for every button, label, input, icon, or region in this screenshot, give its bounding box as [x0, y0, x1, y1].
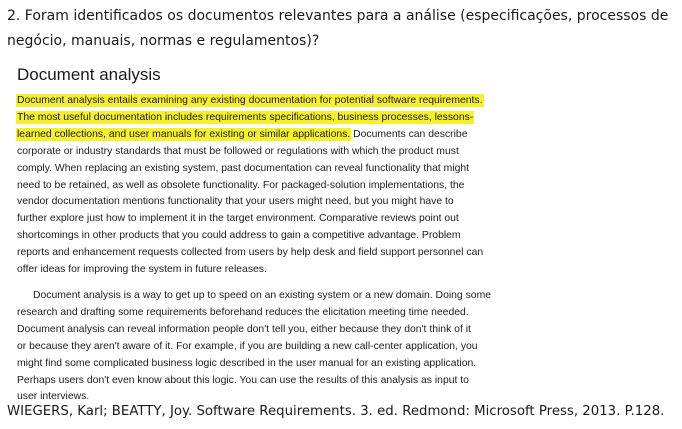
paragraph-line: corporate or industry standards that must be followed or regulations with which the product must [17, 145, 459, 157]
excerpt-paragraph-1 [17, 93, 484, 279]
paragraph-line: might find some complicated business logic described in the user manual for an existing application. [17, 357, 477, 369]
excerpt-paragraph-2 [17, 288, 492, 406]
paragraph-line: shortcomings in other products that you could address to gain a competitive advantage. Problem [17, 230, 461, 242]
paragraph-line: offer ideas for improving the system in future releases. [17, 264, 267, 276]
paragraph-line: Document analysis is a way to get up to speed on an existing system or a new domain. Doing some [33, 289, 492, 301]
paragraph-line [17, 110, 477, 127]
citation: WIEGERS, Karl; BEATTY, Joy. Software Requirements. 3. ed. Redmond: Microsoft Press, 2013. P.128. [7, 404, 665, 419]
paragraph-line: further explore just how to implement it in the target environment. Comparative reviews point out [17, 213, 459, 225]
question-line-1: 2. Foram identificados os documentos relevantes para a análise (especificações, processos de [7, 8, 669, 24]
highlighted-text: The most useful documentation includes requirements specifications, business processes, lessons- [17, 111, 474, 123]
question-line-2: negócio, manuais, normas e regulamentos)? [7, 33, 320, 49]
plain-text: Documents can describe [350, 128, 468, 140]
paragraph-line: need to be retained, as well as obsolete functionality. For packaged-solution implementations, the [17, 179, 465, 191]
paragraph-line: vendor documentation mentions functionality that your users might need, but you might have to [17, 196, 454, 208]
paragraph-line: user interviews. [17, 391, 90, 403]
paragraph-line: reports and enhancement requests collected from users by help desk and field support personnel can [17, 247, 484, 259]
paragraph-line [17, 127, 477, 144]
paragraph-line: Perhaps users don't even know about this logic. You can use the results of this analysis as input to [17, 374, 469, 386]
paragraph-line [17, 93, 483, 110]
paragraph-line: research and drafting some requirements beforehand reduces the elicitation meeting time needed. [17, 306, 469, 318]
highlighted-text: Document analysis entails examining any existing documentation for potential software requirements. [17, 95, 483, 106]
question-text [7, 4, 679, 54]
paragraph-line: comply. When replacing an existing system, past documentation can reveal functionality that might [17, 162, 470, 174]
paragraph-line: or because they aren't aware of it. For example, if you are building a new call-center application, you [17, 340, 478, 352]
highlighted-text: learned collections, and user manuals for existing or similar applications. [17, 128, 351, 140]
excerpt-title: Document analysis [17, 65, 161, 84]
document-excerpt [17, 64, 492, 406]
paragraph-line: Document analysis can reveal information people don't tell you, either because they don't think of it [17, 323, 471, 335]
